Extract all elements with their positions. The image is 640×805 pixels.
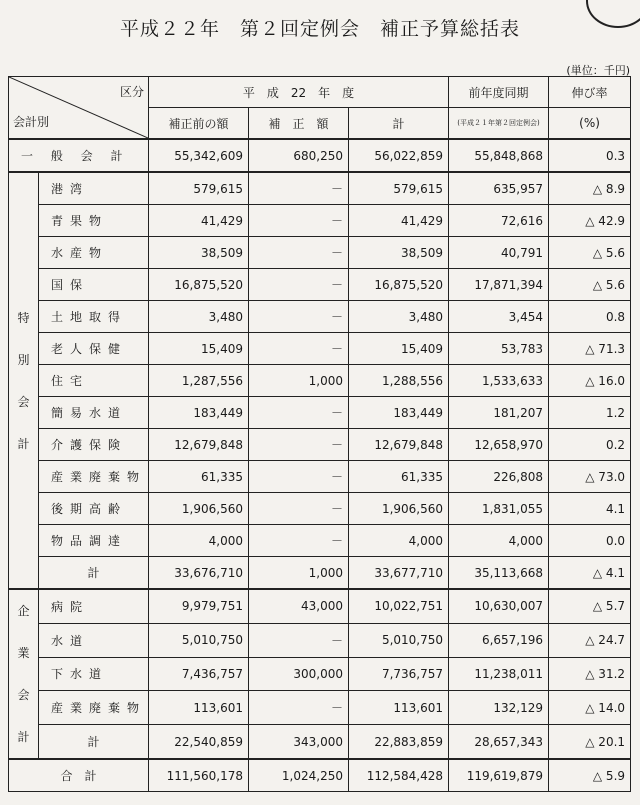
cell-total: 56,022,859 [349, 139, 449, 172]
cell-prev: 119,619,879 [449, 759, 549, 792]
cell-prev: 40,791 [449, 237, 549, 269]
cell-prev: 6,657,196 [449, 623, 549, 657]
table-row [9, 623, 631, 657]
table-row [9, 397, 631, 429]
cell-hosei: － [249, 237, 349, 269]
header-prev: 前年度同期 [449, 77, 549, 108]
unit-note: (単位：千円) [566, 64, 630, 77]
cell-hosei: － [249, 333, 349, 365]
cell-before: 55,342,609 [149, 139, 249, 172]
cell-before: 579,615 [149, 172, 249, 205]
cell-total: 4,000 [349, 525, 449, 557]
cell-before: 5,010,750 [149, 623, 249, 657]
cell-hosei: － [249, 623, 349, 657]
subtotal-row [9, 557, 631, 590]
cell-rate: △ 8.9 [549, 172, 631, 205]
cell-total: 1,906,560 [349, 493, 449, 525]
cell-prev: 35,113,668 [449, 557, 549, 590]
cell-before: 7,436,757 [149, 657, 249, 691]
cell-rate: 1.2 [549, 397, 631, 429]
table-row [9, 333, 631, 365]
cell-prev: 28,657,343 [449, 725, 549, 759]
table-row [9, 589, 631, 623]
header-total: 計 [349, 108, 449, 140]
cell-rate: △ 16.0 [549, 365, 631, 397]
cell-total: 16,875,520 [349, 269, 449, 301]
cell-prev: 1,533,633 [449, 365, 549, 397]
row-name: 物品調達 [39, 525, 149, 557]
cell-total: 3,480 [349, 301, 449, 333]
cell-total: 10,022,751 [349, 589, 449, 623]
cell-prev: 635,957 [449, 172, 549, 205]
cell-prev: 10,630,007 [449, 589, 549, 623]
header-hosei: 補 正 額 [249, 108, 349, 140]
cell-prev: 53,783 [449, 333, 549, 365]
row-name: 病院 [39, 589, 149, 623]
cell-rate: △ 71.3 [549, 333, 631, 365]
cell-prev: 11,238,011 [449, 657, 549, 691]
cell-before: 33,676,710 [149, 557, 249, 590]
table-row [9, 461, 631, 493]
cell-hosei: 1,000 [249, 557, 349, 590]
group-label-char: 別 [17, 352, 30, 367]
cell-hosei: － [249, 301, 349, 333]
cell-before: 113,601 [149, 691, 249, 725]
row-name: 一 般 会 計 [9, 139, 149, 172]
table-row [9, 237, 631, 269]
cell-before: 22,540,859 [149, 725, 249, 759]
cell-rate: 0.3 [549, 139, 631, 172]
cell-total: 1,288,556 [349, 365, 449, 397]
group-label-char: 会 [17, 688, 30, 702]
row-name: 国保 [39, 269, 149, 301]
cell-hosei: － [249, 691, 349, 725]
cell-prev: 12,658,970 [449, 429, 549, 461]
cell-prev: 132,129 [449, 691, 549, 725]
row-name: 産業廃棄物 [39, 691, 149, 725]
cell-before: 16,875,520 [149, 269, 249, 301]
header-rate: 伸び率 [549, 77, 631, 108]
cell-hosei: － [249, 172, 349, 205]
header-diagonal-cell [9, 77, 149, 140]
cell-rate: △ 20.1 [549, 725, 631, 759]
row-name: 土地取得 [39, 301, 149, 333]
row-name: 計 [39, 557, 149, 590]
group-label [9, 589, 39, 759]
cell-total: 112,584,428 [349, 759, 449, 792]
table-row [9, 269, 631, 301]
cell-before: 61,335 [149, 461, 249, 493]
cell-rate: △ 14.0 [549, 691, 631, 725]
cell-before: 1,906,560 [149, 493, 249, 525]
cell-total: 5,010,750 [349, 623, 449, 657]
row-name: 産業廃棄物 [39, 461, 149, 493]
cell-before: 41,429 [149, 205, 249, 237]
cell-before: 183,449 [149, 397, 249, 429]
header-prev-note: (平成２１年第２回定例会) [449, 108, 549, 140]
cell-rate: △ 5.7 [549, 589, 631, 623]
cell-rate: △ 42.9 [549, 205, 631, 237]
cell-hosei: 300,000 [249, 657, 349, 691]
header-rate-unit: (%) [549, 108, 631, 140]
cell-prev: 55,848,868 [449, 139, 549, 172]
cell-before: 3,480 [149, 301, 249, 333]
cell-hosei: 43,000 [249, 589, 349, 623]
header-kaikei: 会計別 [13, 115, 50, 129]
cell-total: 22,883,859 [349, 725, 449, 759]
table-row [9, 657, 631, 691]
row-name: 水産物 [39, 237, 149, 269]
cell-before: 38,509 [149, 237, 249, 269]
cell-total: 183,449 [349, 397, 449, 429]
cell-prev: 226,808 [449, 461, 549, 493]
cell-rate: △ 31.2 [549, 657, 631, 691]
cell-before: 111,560,178 [149, 759, 249, 792]
table-row [9, 172, 631, 205]
cell-hosei: － [249, 397, 349, 429]
group-label-char: 特 [17, 310, 30, 325]
row-name: 計 [39, 725, 149, 759]
row-name: 下水道 [39, 657, 149, 691]
cell-before: 9,979,751 [149, 589, 249, 623]
table-row [9, 301, 631, 333]
cell-prev: 1,831,055 [449, 493, 549, 525]
cell-total: 113,601 [349, 691, 449, 725]
cell-before: 1,287,556 [149, 365, 249, 397]
cell-prev: 3,454 [449, 301, 549, 333]
cell-hosei: － [249, 525, 349, 557]
cell-total: 7,736,757 [349, 657, 449, 691]
cell-total: 12,679,848 [349, 429, 449, 461]
table-row [9, 205, 631, 237]
cell-prev: 181,207 [449, 397, 549, 429]
row-name: 住宅 [39, 365, 149, 397]
cell-total: 33,677,710 [349, 557, 449, 590]
general-account-row [9, 139, 631, 172]
cell-prev: 17,871,394 [449, 269, 549, 301]
special-accounts [9, 172, 631, 589]
cell-before: 4,000 [149, 525, 249, 557]
cell-total: 61,335 [349, 461, 449, 493]
enterprise-accounts [9, 589, 631, 759]
table-row [9, 525, 631, 557]
group-label [9, 172, 39, 589]
cell-total: 38,509 [349, 237, 449, 269]
cell-hosei: － [249, 269, 349, 301]
cell-total: 41,429 [349, 205, 449, 237]
table-row [9, 691, 631, 725]
cell-before: 12,679,848 [149, 429, 249, 461]
cell-prev: 4,000 [449, 525, 549, 557]
cell-hosei: 680,250 [249, 139, 349, 172]
row-name: 老人保健 [39, 333, 149, 365]
row-name: 簡易水道 [39, 397, 149, 429]
cell-rate: △ 24.7 [549, 623, 631, 657]
row-name: 青果物 [39, 205, 149, 237]
cell-rate: 0.2 [549, 429, 631, 461]
subtotal-row [9, 725, 631, 759]
cell-before: 15,409 [149, 333, 249, 365]
cell-hosei: 343,000 [249, 725, 349, 759]
row-name: 港湾 [39, 172, 149, 205]
cell-total: 15,409 [349, 333, 449, 365]
cell-rate: △ 5.9 [549, 759, 631, 792]
table-row [9, 365, 631, 397]
group-label-char: 企 [17, 604, 30, 618]
group-label-char: 計 [17, 730, 30, 744]
group-label-char: 会 [17, 394, 30, 409]
page-title: 平成２２年 第２回定例会 補正予算総括表 [119, 18, 520, 40]
cell-hosei: － [249, 493, 349, 525]
cell-total: 579,615 [349, 172, 449, 205]
table-row [9, 493, 631, 525]
cell-hosei: － [249, 205, 349, 237]
cell-hosei: － [249, 429, 349, 461]
header-row-1 [9, 77, 631, 108]
cell-rate: △ 5.6 [549, 237, 631, 269]
budget-summary-table [8, 76, 631, 792]
grand-total-row [9, 759, 631, 792]
header-year-group: 平 成 22 年 度 [149, 77, 449, 108]
header-before: 補正前の額 [149, 108, 249, 140]
header-kubun: 区分 [119, 85, 144, 99]
cell-prev: 72,616 [449, 205, 549, 237]
row-name: 後期高齢 [39, 493, 149, 525]
row-name: 水道 [39, 623, 149, 657]
cell-rate: △ 5.6 [549, 269, 631, 301]
group-label-char: 計 [17, 436, 30, 451]
table-row [9, 429, 631, 461]
cell-rate: 4.1 [549, 493, 631, 525]
cell-rate: 0.8 [549, 301, 631, 333]
cell-rate: 0.0 [549, 525, 631, 557]
cell-hosei: － [249, 461, 349, 493]
row-name: 合 計 [9, 759, 149, 792]
row-name: 介護保険 [39, 429, 149, 461]
cell-hosei: 1,024,250 [249, 759, 349, 792]
cell-hosei: 1,000 [249, 365, 349, 397]
group-label-char: 業 [17, 646, 30, 660]
cell-rate: △ 73.0 [549, 461, 631, 493]
cell-rate: △ 4.1 [549, 557, 631, 590]
